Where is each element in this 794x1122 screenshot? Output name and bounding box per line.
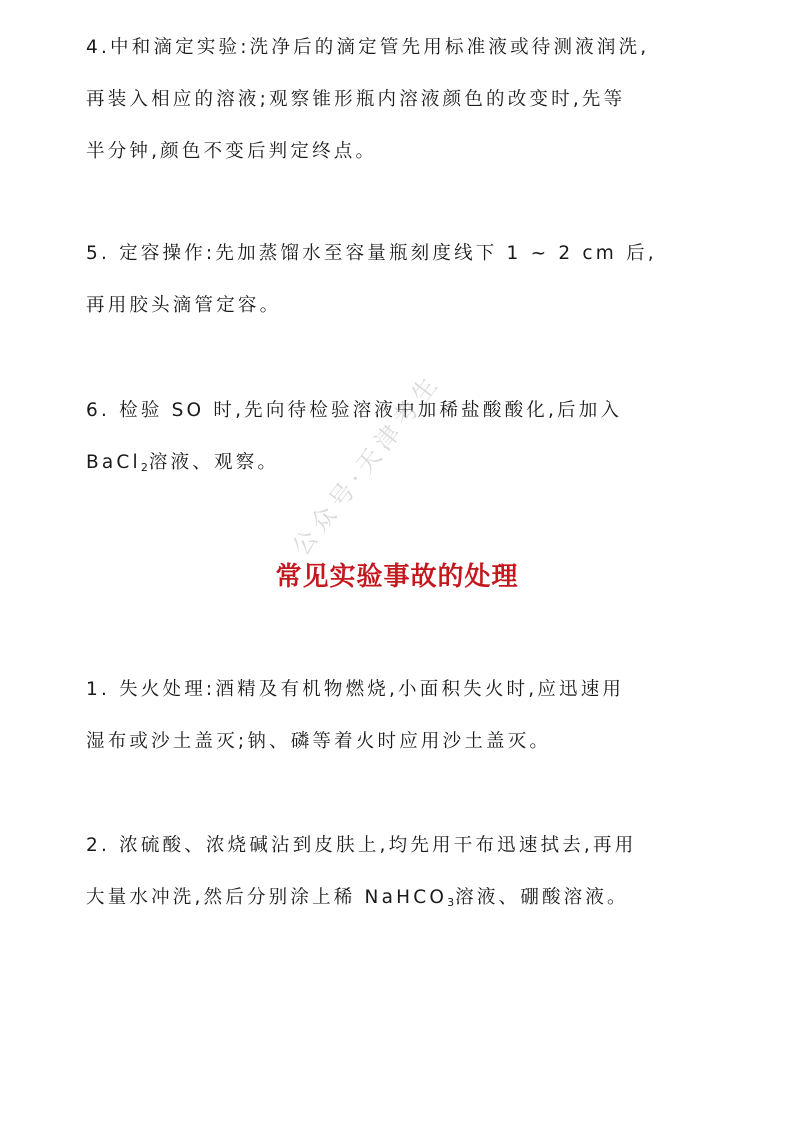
- line-text: 溶液、硼酸溶液。: [455, 887, 629, 908]
- line-text: 大量水冲洗,然后分别涂上稀 NaHCO: [86, 887, 448, 908]
- watermark: 公众号·天津考生: [286, 367, 447, 561]
- formula-subscript: 2: [140, 461, 149, 474]
- paragraph-line: [86, 872, 706, 924]
- paragraph-line: 半分钟,颜色不变后判定终点。: [86, 141, 378, 162]
- paragraph-line: 2. 浓硫酸、浓烧碱沾到皮肤上,均先用干布迅速拭去,再用: [86, 835, 637, 856]
- paragraph-sulfate-test: [86, 385, 706, 489]
- formula-text: BaCl: [86, 452, 141, 473]
- line-text: 溶液、观察。: [148, 452, 280, 473]
- paragraph-line: [86, 437, 706, 489]
- paragraph-fire: [86, 664, 706, 768]
- paragraph-acid-base-burn: [86, 820, 706, 924]
- formula-subscript: 3: [447, 896, 456, 909]
- paragraph-line: 5. 定容操作:先加蒸馏水至容量瓶刻度线下 1 ~ 2 cm 后,: [86, 243, 657, 264]
- paragraph-volumetric: [86, 228, 706, 332]
- paragraph-titration: [86, 22, 706, 178]
- paragraph-line: 4.中和滴定实验:洗净后的滴定管先用标准液或待测液润洗,: [86, 37, 650, 58]
- paragraph-line: 1. 失火处理:酒精及有机物燃烧,小面积失火时,应迅速用: [86, 679, 625, 700]
- paragraph-line: 6. 检验 SO 时,先向待检验溶液中加稀盐酸酸化,后加入: [86, 400, 623, 421]
- paragraph-line: 再装入相应的溶液;观察锥形瓶内溶液颜色的改变时,先等: [86, 89, 626, 110]
- paragraph-line: 湿布或沙土盖灭;钠、磷等着火时应用沙土盖灭。: [86, 731, 552, 752]
- section-heading: 常见实验事故的处理: [275, 562, 519, 592]
- paragraph-line: 再用胶头滴管定容。: [86, 295, 282, 316]
